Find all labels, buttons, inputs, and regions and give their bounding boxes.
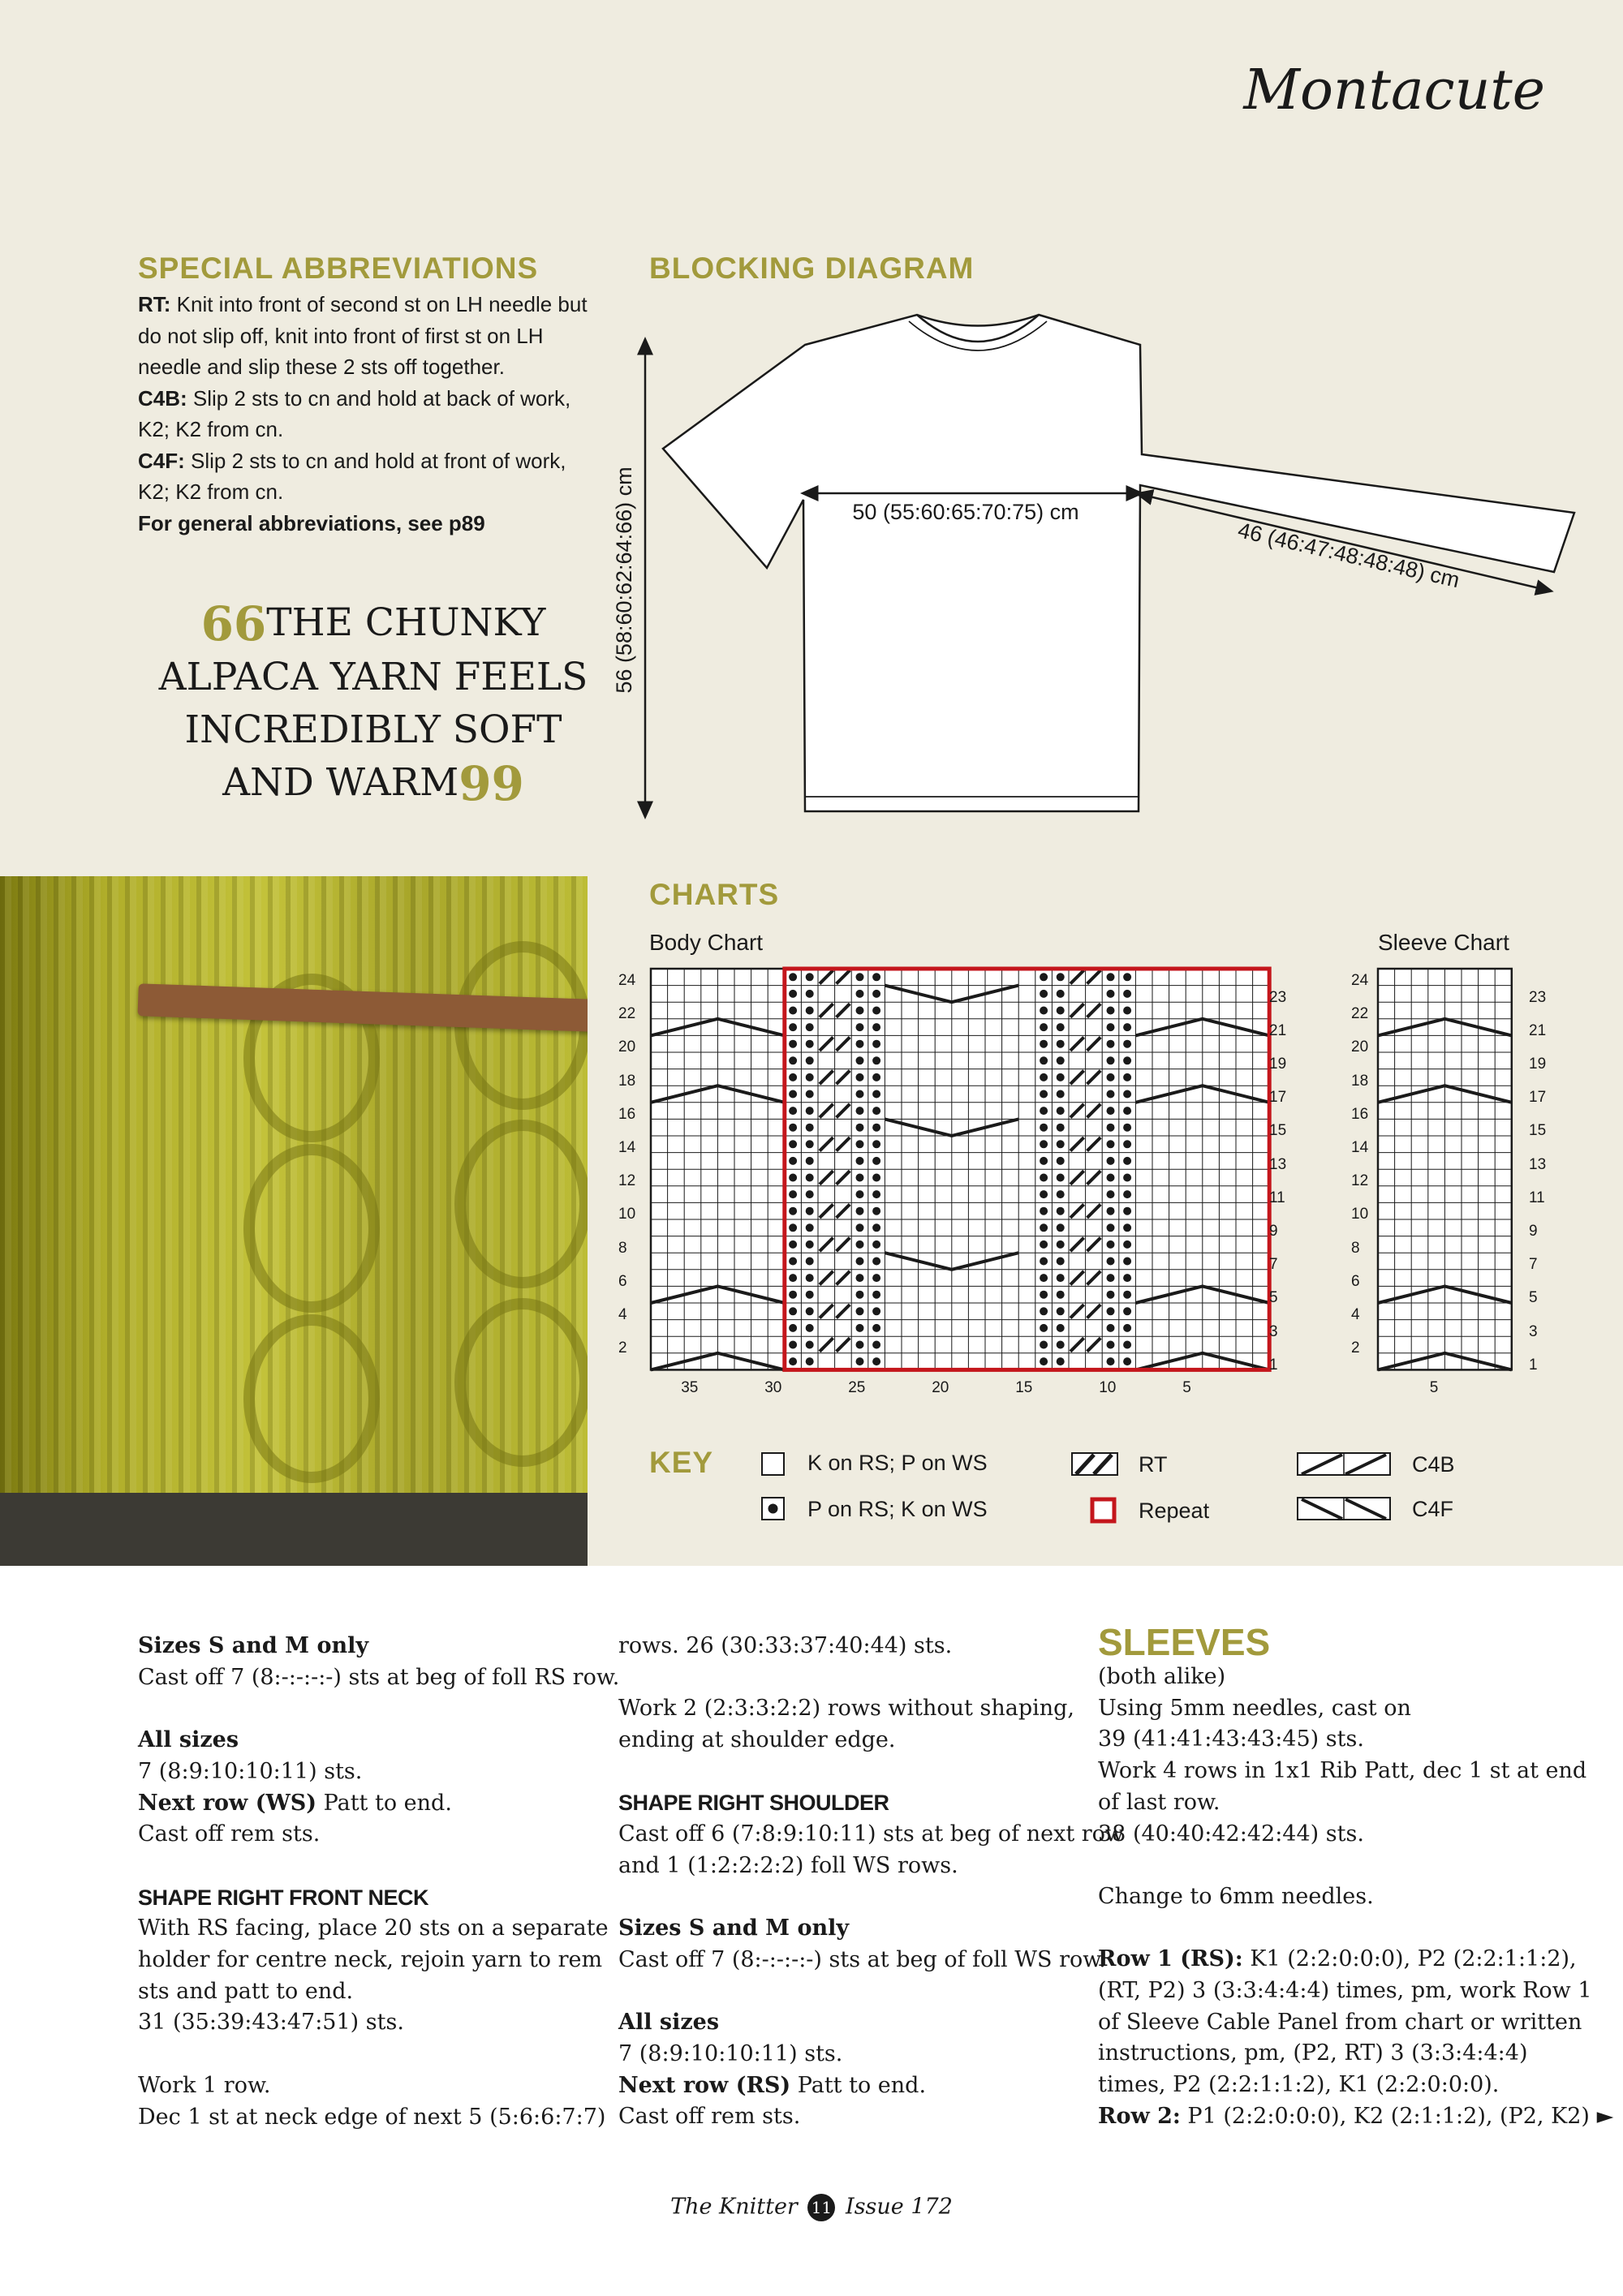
cable-motif xyxy=(243,1314,380,1483)
row-label: Row 2: xyxy=(1098,2103,1181,2129)
instruction-line: of last row. xyxy=(1098,1789,1220,1815)
instruction-line: Patt to end. xyxy=(316,1790,452,1816)
magazine-name: The Knitter xyxy=(670,2194,798,2220)
subheading-sizes-s-m: Sizes S and M only xyxy=(138,1633,369,1658)
row-number: 2 xyxy=(1351,1339,1360,1357)
row-label: Next row (RS) xyxy=(618,2072,791,2098)
row-number: 1 xyxy=(1269,1356,1278,1374)
row-number: 15 xyxy=(1529,1122,1547,1140)
instruction-line: Change to 6mm needles. xyxy=(1098,1883,1374,1909)
row-number: 1 xyxy=(1529,1356,1538,1374)
instruction-line: Work 4 rows in 1x1 Rib Patt, dec 1 st at end xyxy=(1098,1758,1587,1784)
column-number: 5 xyxy=(1182,1379,1191,1397)
blocking-diagram xyxy=(601,300,1591,828)
subheading-all-sizes: All sizes xyxy=(138,1727,239,1753)
row-number: 7 xyxy=(1269,1256,1278,1274)
instruction-line: 7 (8:9:10:10:11) sts. xyxy=(618,2041,843,2067)
row-number: 5 xyxy=(1529,1289,1538,1307)
row-number: 19 xyxy=(1529,1056,1547,1073)
instruction-line: 7 (8:9:10:10:11) sts. xyxy=(138,1758,363,1784)
row-number: 20 xyxy=(1351,1038,1369,1056)
row-label: Row 1 (RS): xyxy=(1098,1946,1243,1972)
column-number: 30 xyxy=(764,1379,782,1397)
row-number: 3 xyxy=(1529,1322,1538,1340)
row-number: 15 xyxy=(1269,1122,1287,1140)
instruction-line: 38 (40:40:42:42:44) sts. xyxy=(1098,1821,1364,1847)
sleeve-chart-title: Sleeve Chart xyxy=(1378,930,1509,955)
key-label-purl: P on RS; K on WS xyxy=(807,1497,988,1521)
row-number: 21 xyxy=(1529,1021,1547,1039)
row-number: 4 xyxy=(618,1306,627,1323)
key-label-c4f: C4F xyxy=(1412,1497,1454,1521)
key-symbol-c4f xyxy=(1297,1497,1391,1521)
column-number: 35 xyxy=(681,1379,699,1397)
c4f-term: C4F: xyxy=(138,448,185,473)
row-number: 5 xyxy=(1269,1289,1278,1307)
quote-line-1: THE CHUNKY xyxy=(266,600,546,645)
key-label-c4b: C4B xyxy=(1412,1452,1455,1477)
row-number: 12 xyxy=(618,1172,636,1190)
instruction-line: 39 (41:41:43:43:45) sts. xyxy=(1098,1726,1364,1752)
page-footer xyxy=(0,2194,1623,2221)
charts-heading: CHARTS xyxy=(649,878,780,911)
general-abbreviations-note: For general abbreviations, see p89 xyxy=(138,510,485,535)
instruction-line: rows. 26 (30:33:37:40:44) sts. xyxy=(618,1633,953,1658)
cable-motif xyxy=(454,1298,588,1467)
row-number: 23 xyxy=(1269,988,1287,1006)
row-number: 14 xyxy=(1351,1139,1369,1156)
instruction-line: ending at shoulder edge. xyxy=(618,1727,896,1753)
row-number: 17 xyxy=(1529,1089,1547,1107)
row-number: 10 xyxy=(1351,1206,1369,1223)
instruction-line: sts and patt to end. xyxy=(138,1978,354,2004)
section-heading: SHAPE RIGHT FRONT NECK xyxy=(138,1885,429,1910)
row-number: 3 xyxy=(1269,1322,1278,1340)
instruction-line: holder for centre neck, rejoin yarn to rem xyxy=(138,1947,603,1972)
width-label: 50 (55:60:65:70:75) cm xyxy=(852,500,1079,524)
row-number: 18 xyxy=(1351,1072,1369,1090)
row-number: 24 xyxy=(618,972,636,989)
pull-quote xyxy=(130,596,617,810)
c4b-definition: Slip 2 sts to cn and hold at back of work, K2; K2 from cn. xyxy=(138,385,571,441)
row-number: 8 xyxy=(618,1239,627,1257)
section-heading: SHAPE RIGHT SHOULDER xyxy=(618,1791,889,1816)
row-label: Next row (WS) xyxy=(138,1790,317,1816)
key-symbol-c4b xyxy=(1297,1452,1391,1477)
sleeve-label: 46 (46:47:48:48:48) cm xyxy=(1235,518,1462,593)
abbreviations-heading: SPECIAL ABBREVIATIONS xyxy=(138,252,539,285)
instructions-column-1 xyxy=(138,1631,619,2133)
row-number: 22 xyxy=(1351,1005,1369,1023)
instruction-line: Using 5mm needles, cast on xyxy=(1098,1695,1411,1721)
row-number: 2 xyxy=(618,1339,627,1357)
instruction-line: Cast off 7 (8:-:-:-:-) sts at beg of foll RS row. xyxy=(138,1664,620,1690)
row-number: 9 xyxy=(1529,1223,1538,1240)
row-number: 16 xyxy=(1351,1105,1369,1123)
rt-definition: Knit into front of second st on LH needle but do not slip off, knit into front of first st on LH needle and slip these 2 sts off together. xyxy=(138,292,588,379)
instruction-line: Patt to end. xyxy=(790,2072,927,2098)
row-number: 13 xyxy=(1529,1155,1547,1173)
column-number: 10 xyxy=(1099,1379,1117,1397)
c4b-term: C4B: xyxy=(138,385,187,411)
instruction-line: (RT, P2) 3 (3:3:4:4:4) times, pm, work Row 1 xyxy=(1098,1978,1592,2003)
length-label: 56 (58:60:62:64:66) cm xyxy=(612,467,636,694)
continue-arrow-icon: ► xyxy=(1596,2103,1614,2129)
instruction-line: 31 (35:39:43:47:51) sts. xyxy=(138,2010,404,2036)
row-number: 6 xyxy=(1351,1272,1360,1290)
instruction-line: P1 (2:2:0:0:0), K2 (2:1:1:2), (P2, K2) xyxy=(1180,2103,1590,2129)
row-number: 16 xyxy=(618,1105,636,1123)
column-number: 25 xyxy=(848,1379,866,1397)
row-number: 12 xyxy=(1351,1172,1369,1190)
row-number: 14 xyxy=(618,1139,636,1156)
row-number: 21 xyxy=(1269,1021,1287,1039)
key-label-repeat: Repeat xyxy=(1139,1498,1210,1523)
abbreviations-text xyxy=(138,289,592,539)
subheading-sizes-s-m: Sizes S and M only xyxy=(618,1915,850,1941)
row-number: 4 xyxy=(1351,1306,1360,1323)
instruction-line: Cast off 7 (8:-:-:-:-) sts at beg of foll WS row. xyxy=(618,1946,1106,1972)
sleeves-heading: SLEEVES xyxy=(1098,1621,1271,1663)
instruction-line: Work 1 row. xyxy=(138,2072,271,2098)
key-label-knit: K on RS; P on WS xyxy=(807,1451,988,1475)
key-symbol-rt xyxy=(1071,1452,1118,1477)
subheading-all-sizes: All sizes xyxy=(618,2010,720,2036)
column-number: 20 xyxy=(932,1379,949,1397)
issue-number: Issue 172 xyxy=(846,2194,953,2220)
column-number: 15 xyxy=(1015,1379,1033,1397)
key-heading: KEY xyxy=(649,1446,714,1479)
instruction-line: Cast off 6 (7:8:9:10:11) sts at beg of next row xyxy=(618,1821,1125,1847)
quote-line-2: ALPACA YARN FEELS xyxy=(158,655,588,699)
row-number: 6 xyxy=(618,1272,627,1290)
row-number: 10 xyxy=(618,1206,636,1223)
row-number: 11 xyxy=(1269,1189,1285,1206)
instruction-line: Work 2 (2:3:3:2:2) rows without shaping, xyxy=(618,1696,1075,1722)
row-number: 20 xyxy=(618,1038,636,1056)
dark-trousers xyxy=(0,1493,588,1566)
instruction-line: of Sleeve Cable Panel from chart or written xyxy=(1098,2009,1582,2035)
row-number: 11 xyxy=(1529,1189,1545,1206)
row-number: 24 xyxy=(1351,972,1369,989)
rt-term: RT: xyxy=(138,292,171,316)
c4f-definition: Slip 2 sts to cn and hold at front of work, K2; K2 from cn. xyxy=(138,448,566,504)
instruction-line: With RS facing, place 20 sts on a separate xyxy=(138,1915,609,1941)
instructions-column-3 xyxy=(1098,1623,1613,2133)
row-number: 7 xyxy=(1529,1256,1538,1274)
row-number: 18 xyxy=(618,1072,636,1090)
key-symbol-repeat xyxy=(1090,1497,1117,1524)
body-chart-title: Body Chart xyxy=(649,930,764,955)
key-symbol-knit xyxy=(761,1452,786,1477)
row-number: 8 xyxy=(1351,1239,1360,1257)
instruction-line: Cast off rem sts. xyxy=(138,1821,321,1847)
instruction-line: and 1 (1:2:2:2:2) foll WS rows. xyxy=(618,1852,958,1878)
key-symbol-purl xyxy=(761,1497,786,1521)
column-number: 5 xyxy=(1429,1379,1439,1397)
row-number: 22 xyxy=(618,1005,636,1023)
quote-line-4: AND WARM xyxy=(222,760,459,805)
quote-line-3: INCREDIBLY SOFT xyxy=(184,707,562,752)
cable-motif xyxy=(243,1144,380,1313)
blocking-diagram-heading: BLOCKING DIAGRAM xyxy=(649,252,975,285)
instruction-line: K1 (2:2:0:0:0), P2 (2:2:1:1:2), xyxy=(1242,1946,1577,1972)
sweater-photo xyxy=(0,876,588,1566)
row-number: 23 xyxy=(1529,988,1547,1006)
close-quote-mark: 99 xyxy=(458,756,524,811)
open-quote-mark: 66 xyxy=(200,596,267,651)
row-number: 13 xyxy=(1269,1155,1287,1173)
page-number: 11 xyxy=(807,2194,835,2221)
instruction-line: Cast off rem sts. xyxy=(618,2104,801,2130)
instruction-line: instructions, pm, (P2, RT) 3 (3:3:4:4:4) xyxy=(1098,2040,1528,2066)
page-title: Montacute xyxy=(1243,58,1545,123)
instruction-line: times, P2 (2:2:1:1:2), K1 (2:2:0:0:0). xyxy=(1098,2072,1500,2098)
instruction-line: Dec 1 st at neck edge of next 5 (5:6:6:7:7) xyxy=(138,2104,606,2130)
row-number: 17 xyxy=(1269,1089,1287,1107)
cable-motif xyxy=(454,1120,588,1288)
row-number: 19 xyxy=(1269,1056,1287,1073)
instructions-column-2 xyxy=(618,1631,1124,2133)
row-number: 9 xyxy=(1269,1223,1278,1240)
instruction-line: (both alike) xyxy=(1098,1664,1226,1689)
key-label-rt: RT xyxy=(1139,1452,1168,1477)
